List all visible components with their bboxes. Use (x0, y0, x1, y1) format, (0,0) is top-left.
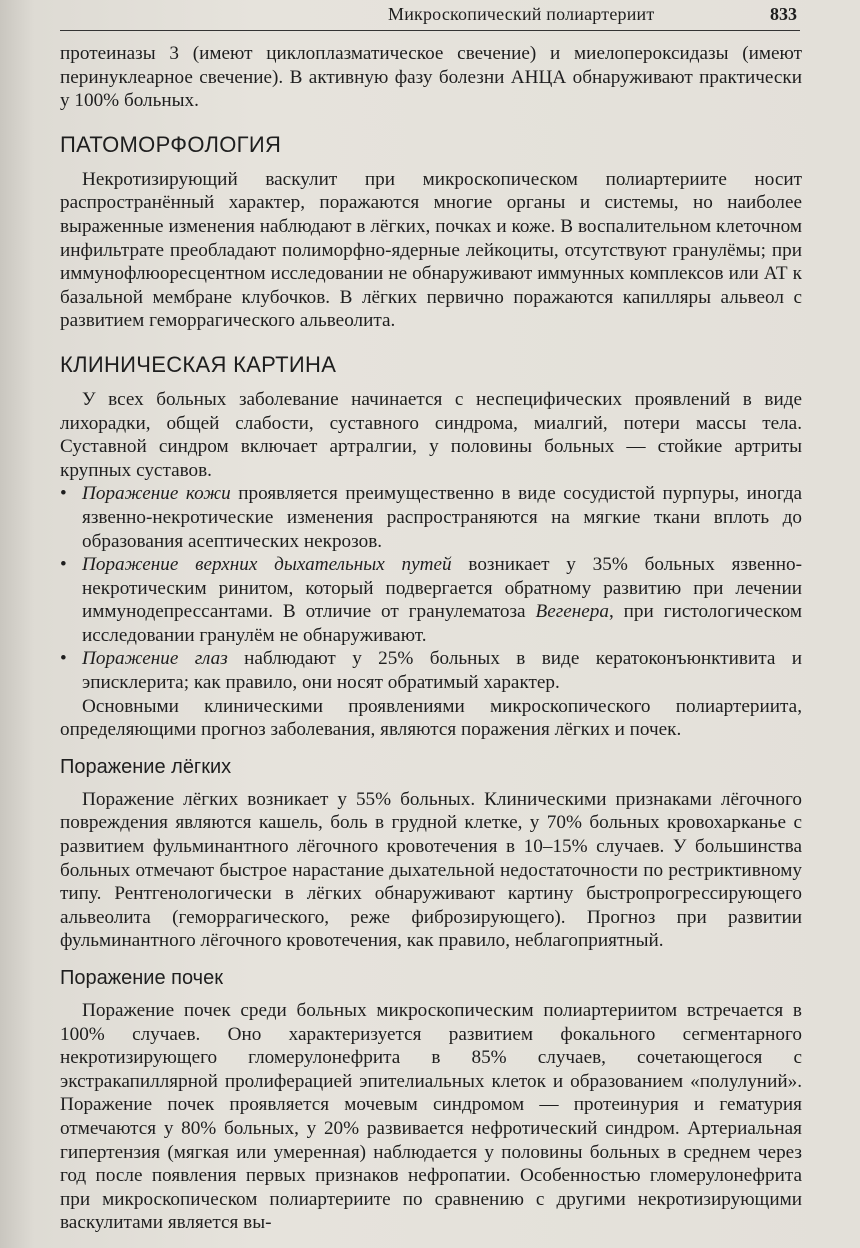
pathomorphology-paragraph: Некротизирующий васкулит при микроскопическом полиартериите носит распространённый характер, поражаются многие органы и системы, но наиболее выраженные изменения наблюдают в лёгких, почках и коже. В воспалительном клеточном инфильтрате преобладают полиморфно-ядерные лейкоциты, отсутствуют гранулёмы; при иммунофлюоресцентном исследовании не обнаруживают иммунных комплексов или АТ к базальной мембране клубочков. В лёгких первично поражаются капилляры альвеол с развитием геморрагического альвеолита. (60, 168, 802, 332)
bullet-icon: • (60, 483, 67, 505)
bullet-term: Поражение глаз (82, 648, 228, 670)
bullet-eyes (60, 647, 802, 694)
subsection-heading-lungs: Поражение лёгких (60, 755, 232, 778)
bullet-icon: • (60, 554, 67, 576)
page-number: 833 (770, 4, 797, 24)
bullet-term: Поражение кожи (82, 483, 231, 505)
bullet-text: наблюдают у 25% больных в виде кератоконъюнктивита и эписклерита; как правило, они носят обратимый характер. (82, 648, 803, 694)
bullet-term: Поражение верхних дыхательных путей (82, 554, 452, 576)
running-title: Микроскопический полиартериит (388, 4, 655, 24)
running-header (0, 4, 860, 26)
page-body (60, 42, 802, 1235)
section-heading-pathomorphology: ПАТОМОРФОЛОГИЯ (60, 131, 282, 157)
section-heading-clinical: КЛИНИЧЕСКАЯ КАРТИНА (60, 351, 337, 377)
bullet-text: возникает у 35% больных язвенно-некротическим ринитом, который подвергается обратному развитию при лечении иммунодепрессантами. В отличие от гранулематоза (82, 554, 802, 623)
intro-paragraph: протеиназы 3 (имеют циклоплазматическое свечение) и миелопероксидазы (имеют перинуклеарное свечение). В активную фазу болезни АНЦА обнаруживают практически у 100% больных. (60, 43, 802, 112)
bullet-upper-airways (60, 553, 802, 647)
bullet-skin (60, 482, 802, 553)
bullet-name: Вегенера (535, 601, 609, 623)
bullet-icon: • (60, 648, 67, 670)
bullet-text: проявляется преимущественно в виде сосудистой пурпуры, иногда язвенно-некротические изменения распространяются на мягкие ткани вплоть до образования асептических некрозов. (82, 483, 802, 552)
clinical-summary-paragraph: Основными клиническими проявлениями микроскопического полиартериита, определяющими прогноз заболевания, являются поражения лёгких и почек. (60, 695, 802, 741)
header-rule (60, 30, 800, 31)
subsection-heading-kidneys: Поражение почек (60, 967, 223, 989)
lungs-paragraph: Поражение лёгких возникает у 55% больных. Клиническими признаками лёгочного повреждения являются кашель, боль в грудной клетке, у 70% больных кровохарканье с развитием фульминантного лёгочного кровотечения в 10–15% случаев. У большинства больных отмечают быстрое нарастание дыхательной недостаточности по рестриктивному типу. Рентгенологически в лёгких обнаруживают картину быстропрогрессирующего альвеолита (геморрагического, реже фиброзирующего). Прогноз при развитии фульминантного лёгочного кровотечения, как правило, неблагоприятный. (60, 788, 802, 952)
clinical-bullet-list (60, 482, 802, 694)
clinical-paragraph: У всех больных заболевание начинается с неспецифических проявлений в виде лихорадки, общей слабости, суставного синдрома, миалгий, потери массы тела. Суставной синдром включает артралгии, у половины больных — стойкие артриты крупных суставов. (60, 388, 802, 481)
bullet-text-after: , при гистологическом исследовании гранулём не обнаруживают. (82, 601, 802, 646)
kidneys-paragraph: Поражение почек среди больных микроскопическим полиартериитом встречается в 100% случаев. Оно характеризуется развитием фокального сегментарного некротизирующего гломерулонефрита в 85% случаев, сочетающегося с экстракапиллярной пролиферацией эпителиальных клеток и образованием «полулуний». Поражение почек проявляется мочевым синдромом — протеинурия и гематурия отмечаются у 80% больных, у 20% развивается нефротический синдром. Артериальная гипертензия (мягкая или умеренная) наблюдается у половины больных в среднем через год после появления первых признаков нефропатии. Особенностью гломерулонефрита при микроскопическом полиартериите по сравнению с другими некротизирующими васкулитами является вы- (60, 1000, 802, 1234)
